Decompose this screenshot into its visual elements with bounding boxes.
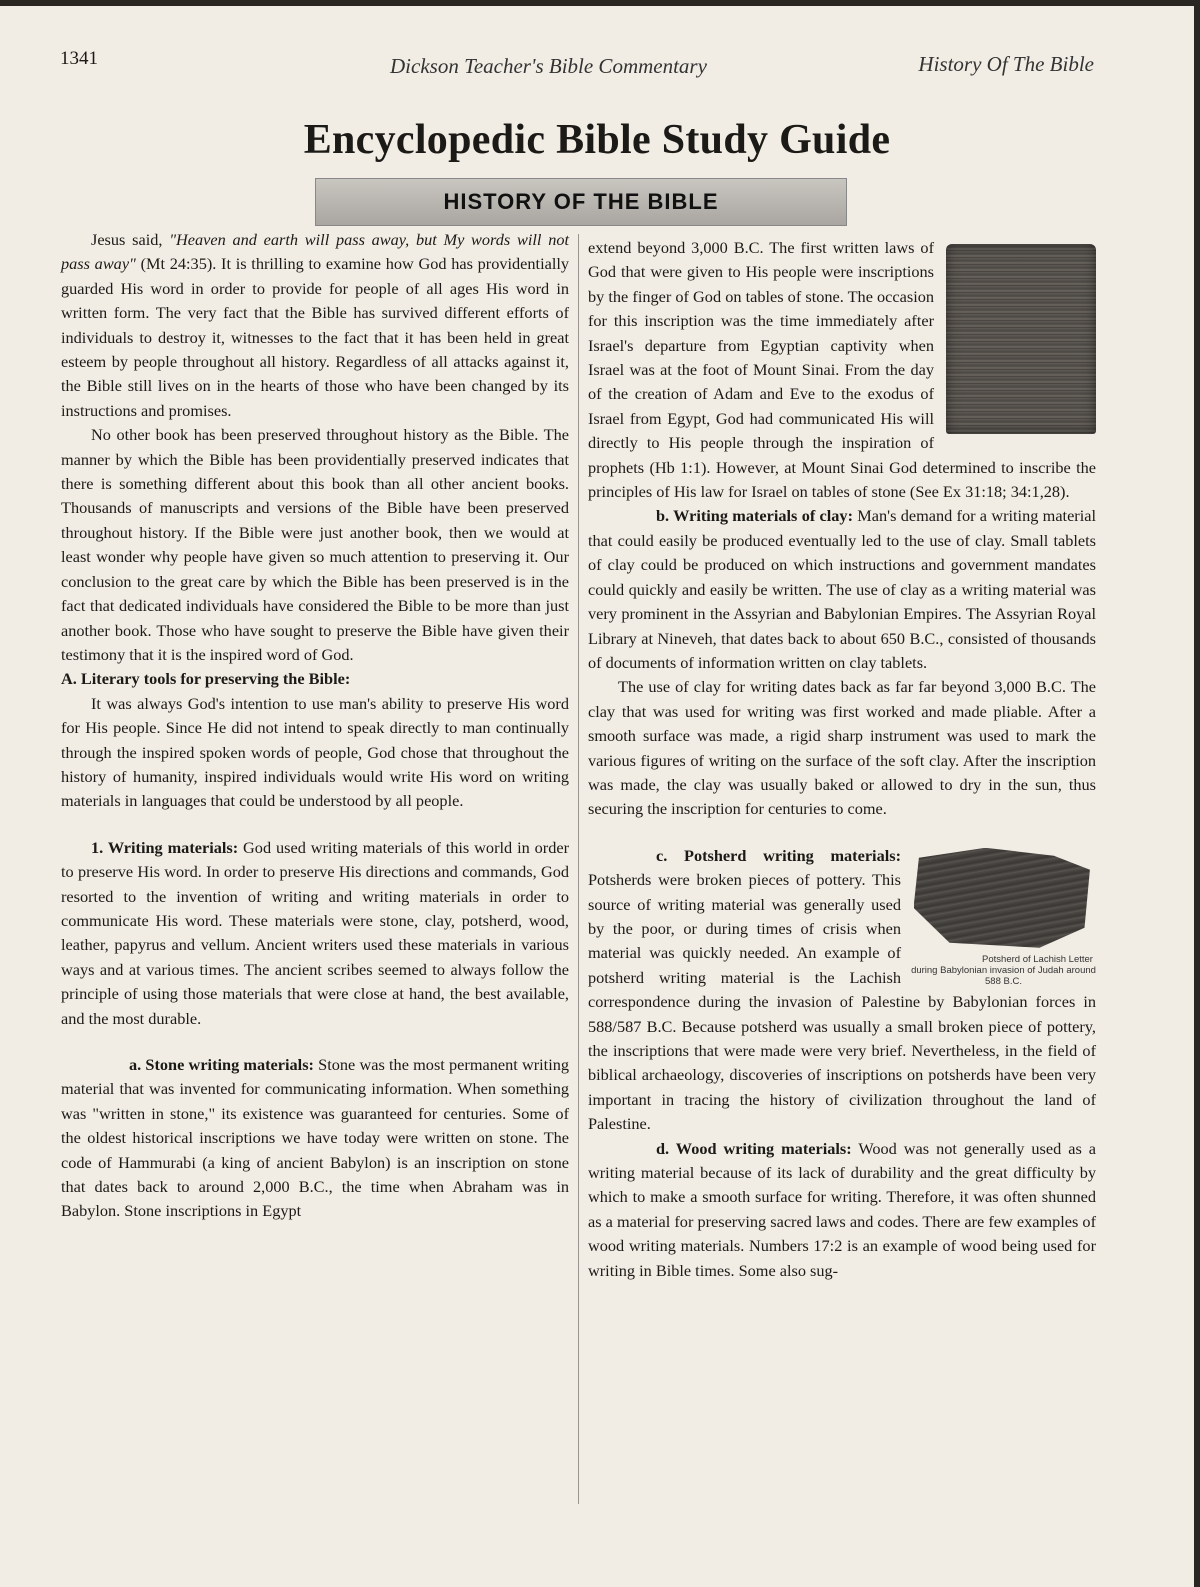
subsection-heading: d. Wood writing materials:	[656, 1138, 852, 1158]
potsherd-figure	[911, 848, 1096, 987]
paragraph: It was always God's intention to use man's ability to preserve His word for His people. Since He did not intend to speak directly to man continually through the inspired spoken words of people, God chose that throughout the history of humanity, inspired individuals would write His word on writing materials in languages that could be understood by all people.	[61, 693, 569, 811]
figure-caption: Potsherd of Lachish Letter during Babylonian invasion of Judah around 588 B.C.	[911, 953, 1096, 987]
book-title: Dickson Teacher's Bible Commentary	[390, 54, 707, 78]
paragraph: No other book has been preserved throughout history as the Bible. The manner by which the Bible has been providentially preserved indicates that there is something different about this book than all other ancient books. Thousands of manuscripts and versions of the Bible have been preserved throughout history. If the Bible were just another book, then we would at least wonder why people have given so much attention to preserving it. Our conclusion to the great care by which the Bible has been preserved is in the fact that dedicated individuals have considered the Bible to be more than just another book. Those who have sought to preserve the Bible have given their testimony that it is the inspired word of God.	[61, 425, 569, 664]
clay-tablet-image	[946, 244, 1096, 434]
subsection-heading: b. Writing materials of clay:	[656, 506, 853, 526]
potsherd-image	[914, 848, 1094, 948]
paragraph: The use of clay for writing dates back as far far beyond 3,000 B.C. The clay that was used for writing was first worked and made pliable. After a smooth surface was made, a rigid sharp instrument was used to mark the various figures of writing on the surface of the soft clay. After the inscription was made, the clay was usually baked or allowed to dry in the sun, thus securing the inscription for centuries to come.	[588, 677, 1096, 819]
section-heading: A. Literary tools for preserving the Bible:	[61, 669, 351, 689]
paragraph: Potsherd of Lachish Letter during Babylonian invasion of Judah around 588 B.C. c. Potsherd writing materials: Potsherds were broken pieces of pottery. This source of writing material was generally used by the poor, or during times of crisis when material was quickly needed. An example of potsherd writing material is the Lachish correspondence during the invasion of Palestine by Babylonian forces in 588/587 B.C. Because potsherd was usually a small broken piece of pottery, the inscriptions that were made were very brief. Nevertheless, in the field of biblical archaeology, discoveries of inscriptions on potsherds have been very important in tracing the history of civilization throughout the land of Palestine.	[588, 845, 1096, 1134]
subsection-heading: c. Potsherd writing materials:	[656, 845, 901, 865]
left-column	[61, 228, 569, 1224]
section-banner: HISTORY OF THE BIBLE	[315, 178, 847, 226]
paragraph: d. Wood writing materials: Wood was not generally used as a writing material because of its lack of durability and the great difficulty by which to make a smooth surface for writing. Therefore, it was often shunned as a material for preserving sacred laws and codes. There are few examples of wood writing materials. Numbers 17:2 is an example of wood being used for writing in Bible times. Some also sug-	[588, 1138, 1096, 1280]
paragraph: a. Stone writing materials: Stone was the most permanent writing material that was invented for communicating information. When something was "written in stone," its existence was guaranteed for centuries. Some of the oldest historical inscriptions we have today were written on stone. The code of Hammurabi (a king of ancient Babylon) is an inscription on stone that dates back to around 2,000 B.C., the time when Abraham was in Babylon. Stone inscriptions in Egypt	[61, 1055, 569, 1221]
page-number: 1341	[60, 48, 98, 69]
section-title: History Of The Bible	[918, 52, 1094, 76]
paragraph: Jesus said, "Heaven and earth will pass away, but My words will not pass away" (Mt 24:35). It is thrilling to examine how God has providentially guarded His word in order to provide for people of all ages His word in written form. The very fact that the Bible has survived different efforts of individuals to destroy it, witnesses to the fact that it has been held in great esteem by people throughout all history. Regardless of all attacks against it, the Bible still lives on in the hearts of those who have been changed by its instructions and promises.	[61, 230, 570, 420]
scripture-quote: "Heaven and earth will pass away, but My words will not pass away"	[61, 230, 570, 274]
running-header	[60, 46, 1094, 80]
right-column	[588, 236, 1096, 1283]
column-divider	[578, 234, 579, 1504]
subsection-heading: a. Stone writing materials:	[129, 1055, 314, 1074]
paragraph: extend beyond 3,000 B.C. The first written laws of God that were given to His people were inscriptions by the finger of God on tables of stone. The occasion for this inscription was the time immediately after Israel's departure from Egyptian captivity when Israel was at the foot of Mount Sinai. From the day of the creation of Adam and Eve to the exodus of Israel from Egypt, God had communicated His will directly to His people through the inspiration of prophets (Hb 1:1). However, at Mount Sinai God determined to inscribe the principles of His law for Israel on tables of stone (See Ex 31:18; 34:1,28).	[588, 238, 1096, 502]
page-title: Encyclopedic Bible Study Guide	[303, 117, 891, 163]
subsection-heading: 1. Writing materials:	[91, 837, 239, 857]
paragraph: b. Writing materials of clay: Man's demand for a writing material that could easily be produced eventually led to the use of clay. Small tablets of clay could be produced on which instructions and government mandates could quickly and easily be written. The use of clay as a writing material was very prominent in the Assyrian and Babylonian Empires. The Assyrian Royal Library at Nineveh, that dates back to about 650 B.C., consisted of thousands of documents of information written on clay tablets.	[588, 506, 1096, 672]
book-page	[0, 6, 1194, 1587]
paragraph: 1. Writing materials: God used writing materials of this world in order to preserve His word. In order to preserve His directions and commands, God resorted to the invention of writing and writing materials in order to communicate His word. These materials were stone, clay, potsherd, wood, leather, papyrus and vellum. Ancient writers used these materials in various ways and at various times. The ancient scribes seemed to always follow the principle of using those materials that were close at hand, the best available, and the most durable.	[61, 837, 569, 1028]
